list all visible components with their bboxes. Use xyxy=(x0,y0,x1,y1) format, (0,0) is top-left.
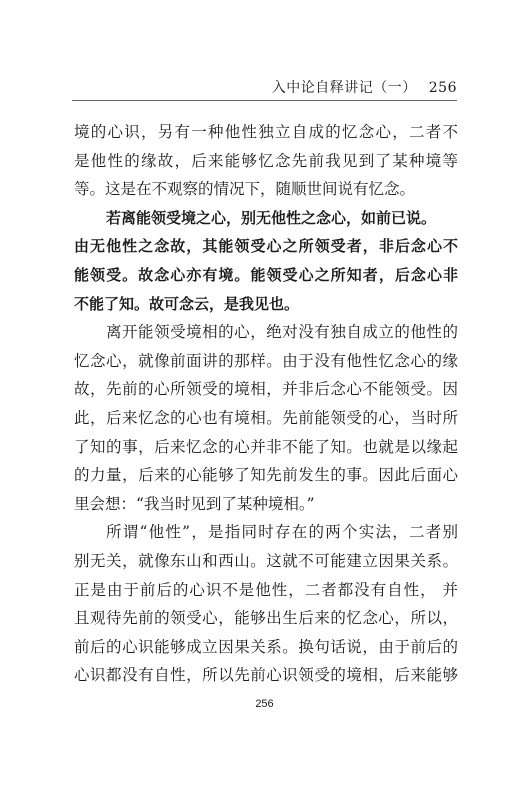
text-line: 里会想：“我当时见到了某种境相。” xyxy=(74,494,315,513)
text-line: 心识都没有自性，所以先前心识领受的境相，后来能够 xyxy=(74,666,458,685)
text-line: 且观待先前的领受心，能够出生后来的忆念心，所以， xyxy=(74,609,458,628)
paragraph xyxy=(74,118,458,204)
paragraph xyxy=(74,518,458,690)
page-body xyxy=(74,118,458,690)
header-page-number: 256 xyxy=(428,80,457,96)
text-line: 是他性的缘故，后来能够忆念先前我见到了某种境等 xyxy=(74,151,458,170)
text-line: 忆念心，就像前面讲的那样。由于没有他性忆念心的缘 xyxy=(74,351,458,370)
text-line: 境的心识，另有一种他性独立自成的忆念心，二者不 xyxy=(74,123,458,141)
running-header xyxy=(272,77,457,97)
header-rule xyxy=(72,100,457,101)
quoted-root-text xyxy=(74,204,458,318)
text-line: 别无关，就像东山和西山。这就不可能建立因果关系。 xyxy=(74,551,458,570)
text-line: 前后的心识能够成立因果关系。换句话说，由于前后的 xyxy=(74,637,458,656)
text-line: 若离能领受境之心，别无他性之念心，如前已说。 xyxy=(106,208,437,227)
paragraph xyxy=(74,318,458,518)
text-line: 了知的事，后来忆念的心并非不能了知。也就是以缘起 xyxy=(74,437,458,456)
text-line: 不能了知。故可念云，是我见也。 xyxy=(74,294,300,313)
text-line: 所谓“他性”，是指同时存在的两个实法，二者别 xyxy=(106,523,458,542)
text-line: 由无他性之念故，其能领受心之所领受者，非后念心不 xyxy=(74,237,458,256)
text-line: 此，后来忆念的心也有境相。先前能领受的心，当时所 xyxy=(74,408,458,427)
text-line: 能领受。故念心亦有境。能领受心之所知者，后念心非 xyxy=(74,265,458,284)
book-title: 入中论自释讲记（一） xyxy=(271,80,417,96)
footer-page-number: 256 xyxy=(255,698,274,710)
text-line: 离开能领受境相的心，绝对没有独自成立的他性的 xyxy=(106,323,458,342)
text-line: 故，先前的心所领受的境相，并非后念心不能领受。因 xyxy=(74,380,458,399)
text-line: 等。这是在不观察的情况下，随顺世间说有忆念。 xyxy=(74,180,416,199)
text-line: 正是由于前后的心识不是他性，二者都没有自性， 并 xyxy=(74,580,458,599)
text-line: 的力量，后来的心能够了知先前发生的事。因此后面心 xyxy=(74,466,458,485)
